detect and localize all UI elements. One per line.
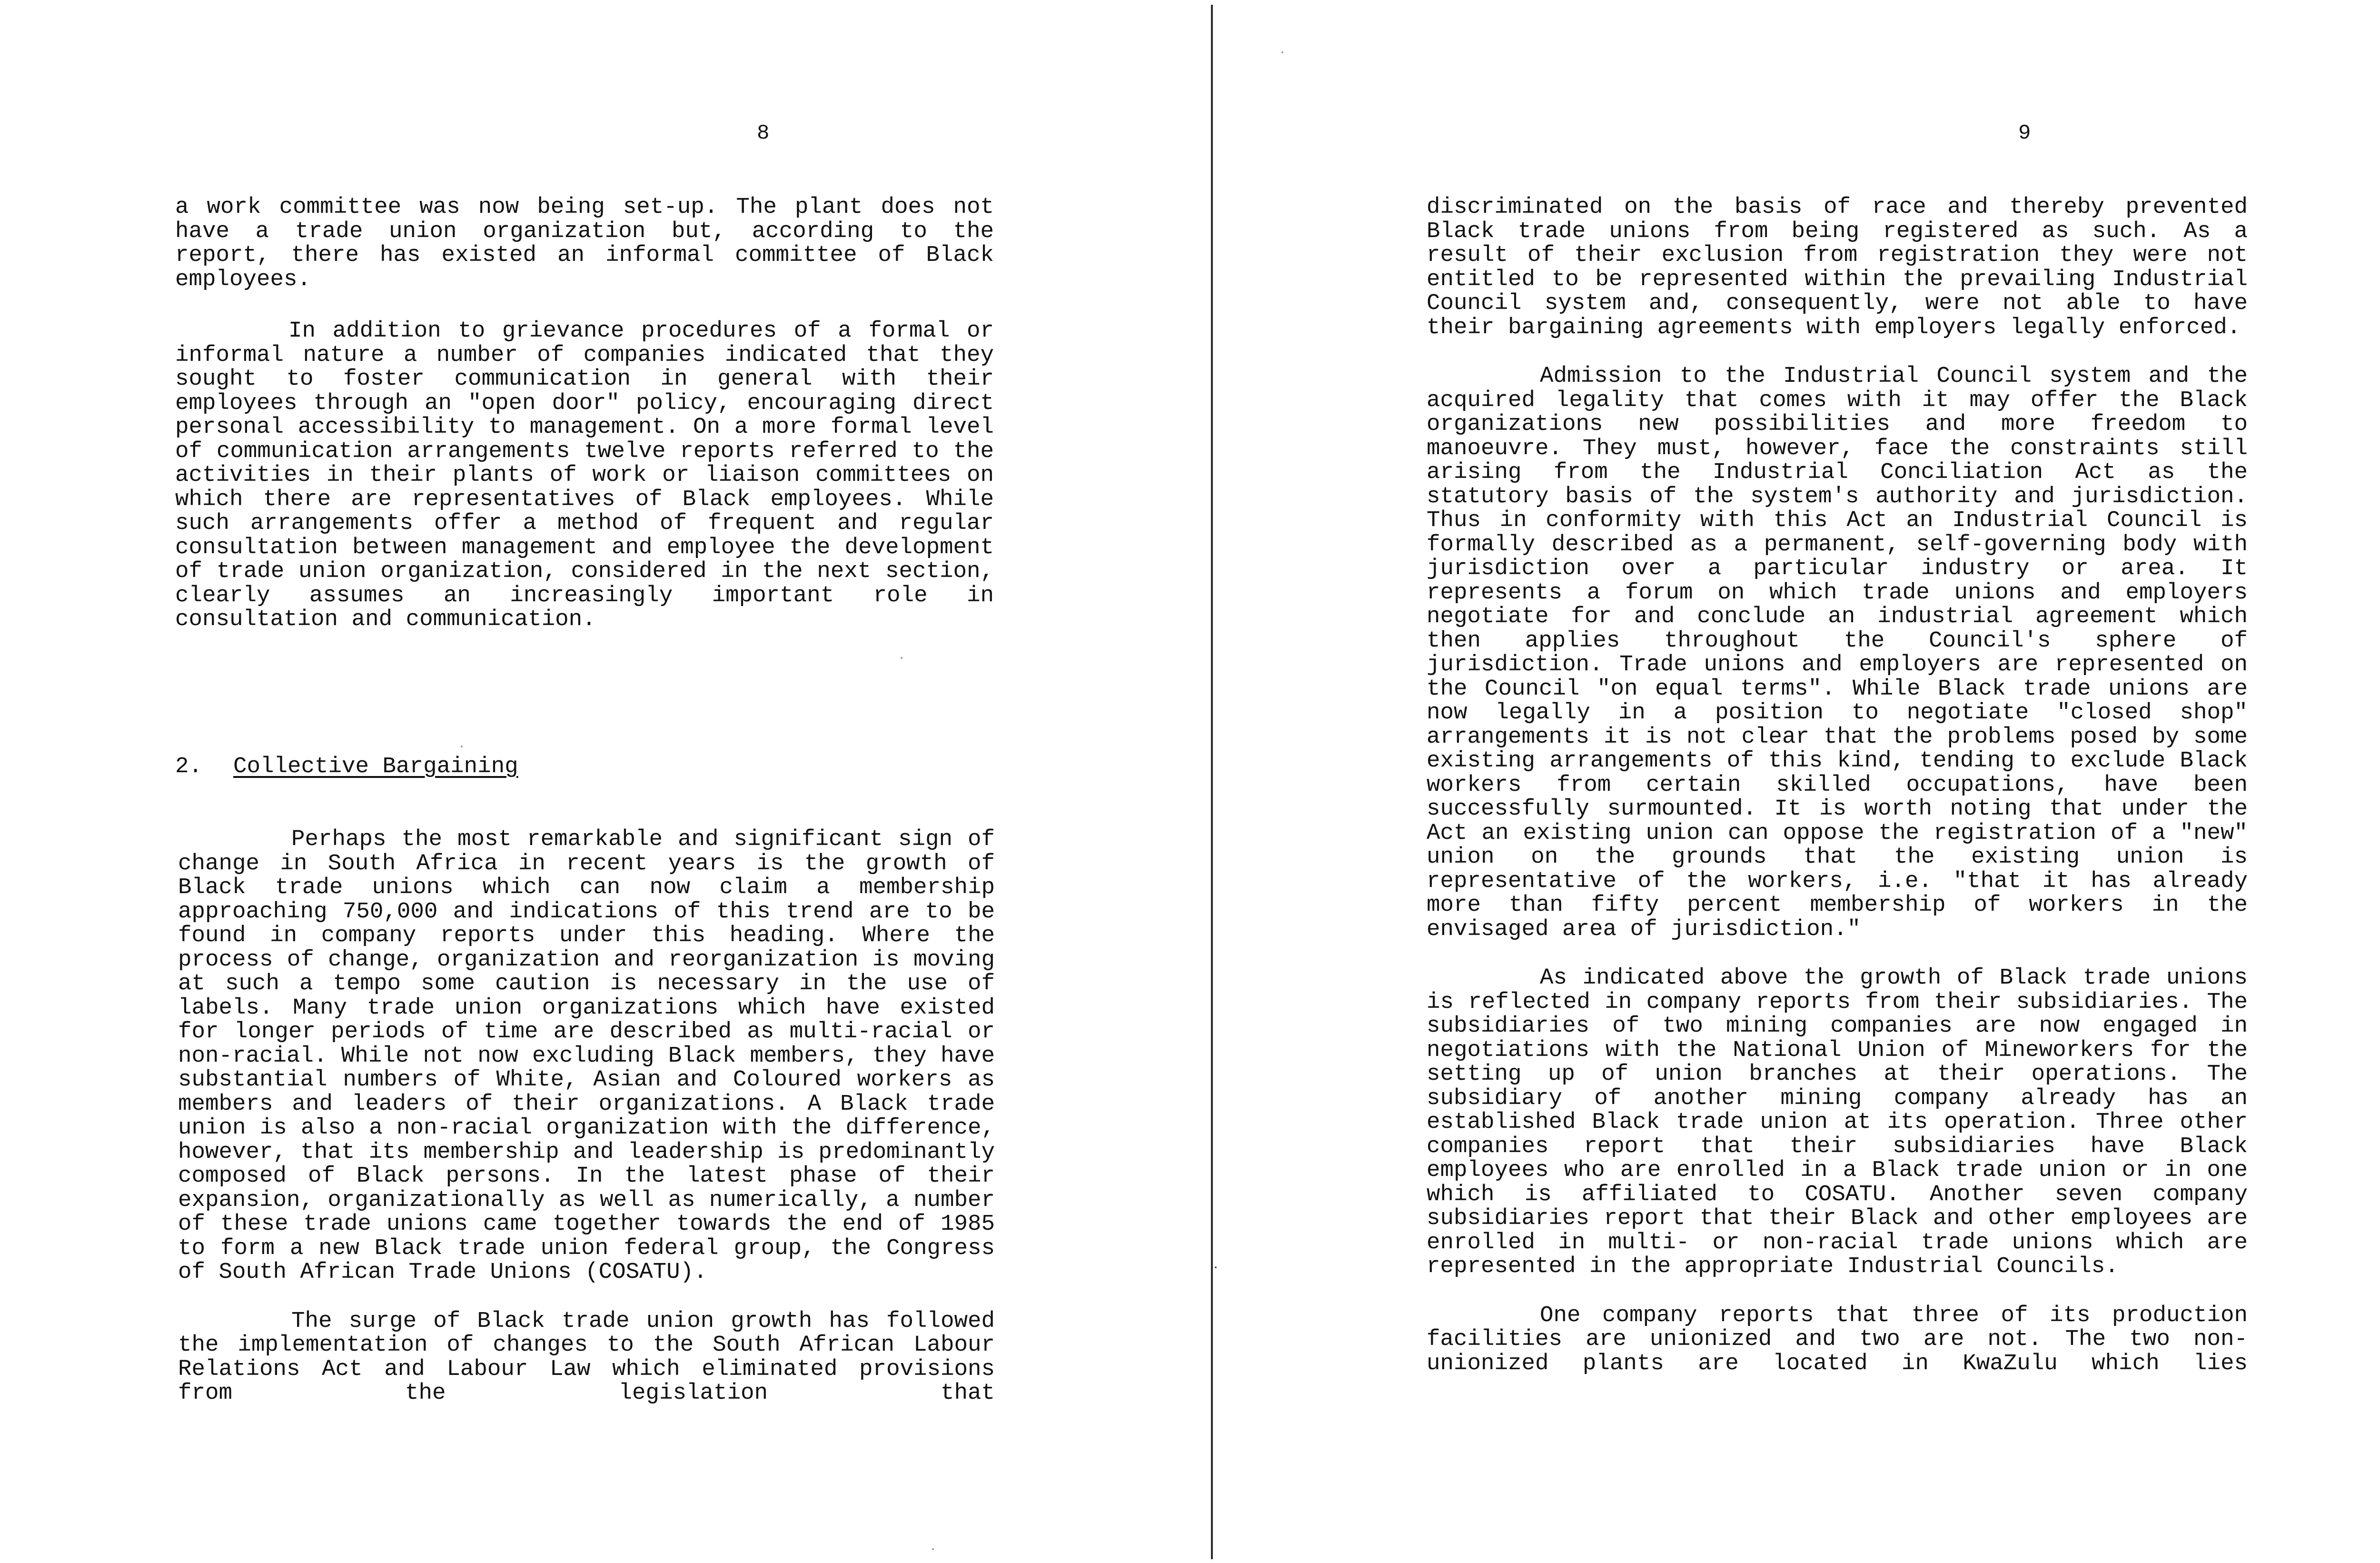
page-number: 9	[2018, 121, 2031, 145]
paragraph: discriminated on the basis of race and thereby prevented Black trade unions from being registered as such. As a result of their exclusion from registration they were not entitled to be represented within the prevailing Industrial Council system and, consequently, were not able to have their bargaining agreements with employers legally enforced.	[1427, 194, 2248, 340]
paragraph: Perhaps the most remarkable and significant sign of change in South Africa in recent years is the growth of Black trade unions which can now claim a membership approaching 750,000 and indications of this trend are to be found in company reports under this heading. Where the process of change, organization and reorganization is moving at such a tempo some caution is necessary in the use of labels. Many trade union organizations which have existed for longer periods of time are described as multi-racial or non-racial. While not now excluding Black members, they have substantial numbers of White, Asian and Coloured workers as members and leaders of their organizations. A Black trade union is also a non-racial organization with the difference, however, that its membership and leadership is predominantly composed of Black persons. In the latest phase of their expansion, organizationally as well as numerically, a number of these trade unions came together towards the end of 1985 to form a new Black trade union federal group, the Congress of South African Trade Unions (COSATU).	[178, 826, 995, 1285]
scan-speck	[1215, 1266, 1217, 1268]
scan-speck	[1281, 51, 1283, 53]
paragraph: The surge of Black trade union growth has followed the implementation of changes to the South African Labour Relations Act and Labour Law which eliminated provisions from the legislation that	[178, 1308, 995, 1406]
right-page	[1215, 0, 2380, 1563]
left-section-text	[178, 827, 995, 1405]
section-number: 2.	[175, 754, 203, 779]
right-text	[1427, 195, 2248, 1375]
paragraph: Admission to the Industrial Council system and the acquired legality that comes with it may offer the Black organizations new possibilities and more freedom to manoeuvre. They must, however, face the constraints still arising from the Industrial Conciliation Act as the statutory basis of the system's authority and jurisdiction. Thus in conformity with this Act an Industrial Council is formally described as a permanent, self-governing body with jurisdiction over a particular industry or area. It represents a forum on which trade unions and employers negotiate for and conclude an industrial agreement which then applies throughout the Council's sphere of jurisdiction. Trade unions and employers are represented on the Council "on equal terms". While Black trade unions are now legally in a position to negotiate "closed shop" arrangements it is not clear that the problems posed by some existing arrangements of this kind, tending to exclude Black workers from certain skilled occupations, have been successfully surmounted. It is worth noting that under the Act an existing union can oppose the registration of a "new" union on the grounds that the existing union is representative of the workers, i.e. "that it has already more than fifty percent membership of workers in the envisaged area of jurisdiction."	[1427, 363, 2248, 942]
paragraph: In addition to grievance procedures of a formal or informal nature a number of companies indicated that they sought to foster communication in general with their employees through an "open door" policy, encouraging direct personal accessibility to management. On a more formal level of communication arrangements twelve reports referred to the activities in their plants of work or liaison committees on which there are representatives of Black employees. While such arrangements offer a method of frequent and regular consultation between management and employee the development of trade union organization, considered in the next section, clearly assumes an increasingly important role in consultation and communication.	[175, 318, 994, 632]
scan-speck	[461, 746, 463, 747]
paragraph: As indicated above the growth of Black trade unions is reflected in company reports from their subsidiaries. The subsidiaries of two mining companies are now engaged in negotiations with the National Union of Mineworkers for the setting up of union branches at their operations. The subsidiary of another mining company already has an established Black trade union at its operation. Three other companies report that their subsidiaries have Black employees who are enrolled in a Black trade union or in one which is affiliated to COSATU. Another seven company subsidiaries report that their Black and other employees are enrolled in multi- or non-racial trade unions which are represented in the appropriate Industrial Councils.	[1427, 965, 2248, 1279]
scan-speck	[932, 1548, 934, 1550]
section-heading	[175, 755, 518, 778]
scan-speck	[901, 657, 902, 659]
page-divider	[1211, 5, 1213, 1559]
page-number: 8	[757, 121, 770, 145]
paragraph: a work committee was now being set-up. The plant does not have a trade union organization but, according to the report, there has existed an informal committee of Black employees.	[175, 194, 994, 292]
section-title: Collective Bargaining	[233, 754, 518, 779]
left-top-text	[175, 195, 994, 632]
paragraph: One company reports that three of its production facilities are unionized and two are not. The two non-unionized plants are located in KwaZulu which lies	[1427, 1302, 2248, 1376]
